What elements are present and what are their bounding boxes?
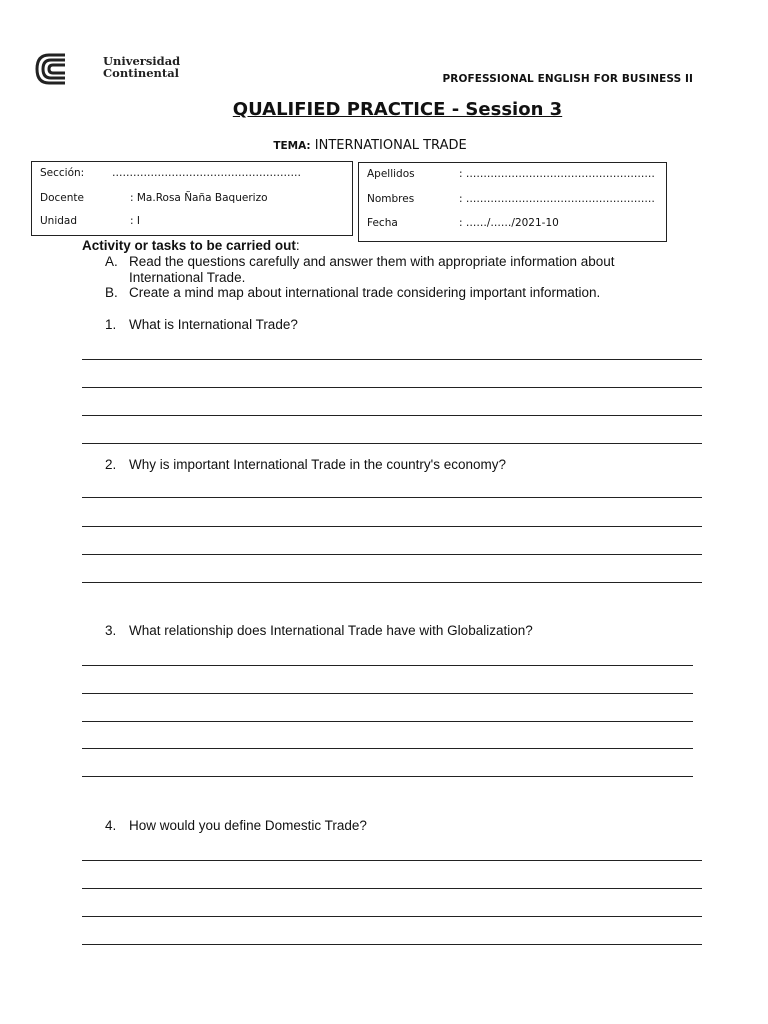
answer-line[interactable] <box>82 526 702 527</box>
answer-line[interactable] <box>82 693 693 694</box>
info-label: Fecha <box>367 217 398 229</box>
question-number: 1. <box>105 317 117 332</box>
info-value: : Ma.Rosa Ñaña Baquerizo <box>130 192 268 204</box>
info-label: Sección: <box>40 167 85 179</box>
info-row-teacher <box>40 192 268 204</box>
question-text: What relationship does International Trade have with Globalization? <box>129 623 533 638</box>
answer-line[interactable] <box>82 443 702 444</box>
info-row-surname[interactable] <box>367 168 655 180</box>
question-text: What is International Trade? <box>129 317 298 332</box>
info-row-section <box>40 167 301 179</box>
info-row-names[interactable] <box>367 193 655 205</box>
answer-line[interactable] <box>82 387 702 388</box>
course-info-box <box>31 161 353 236</box>
logo-line-1: Universidad <box>103 54 181 68</box>
task-text: Read the questions carefully and answer them with appropriate information about International Trade. <box>129 254 615 285</box>
page-title: QUALIFIED PRACTICE - Session 3 <box>232 99 563 120</box>
question-text: How would you define Domestic Trade? <box>129 818 367 833</box>
names-field[interactable]: : ……………………………………………… <box>459 193 655 205</box>
question-number: 2. <box>105 457 117 472</box>
answer-line[interactable] <box>82 415 702 416</box>
logo-text <box>103 55 180 79</box>
info-label: Apellidos <box>367 168 415 180</box>
info-value: : I <box>130 215 140 227</box>
activity-heading-colon: : <box>295 238 300 253</box>
topic-label: TEMA: <box>273 140 311 152</box>
task-marker: A. <box>105 254 118 269</box>
question-number: 4. <box>105 818 117 833</box>
info-label: Nombres <box>367 193 415 205</box>
course-name: PROFESSIONAL ENGLISH FOR BUSINESS II <box>442 73 693 85</box>
answer-line[interactable] <box>82 860 702 861</box>
student-info-box <box>358 162 667 242</box>
university-logo <box>35 52 195 86</box>
question-text: Why is important International Trade in the country's economy? <box>129 457 507 472</box>
logo-line-2: Continental <box>103 66 180 80</box>
info-label: Docente <box>40 192 84 204</box>
answer-line[interactable] <box>82 582 702 583</box>
answer-line[interactable] <box>82 888 702 889</box>
date-field[interactable]: : ……/……/2021-10 <box>459 217 559 229</box>
answer-line[interactable] <box>82 776 693 777</box>
question-number: 3. <box>105 623 117 638</box>
task-text: Create a mind map about international trade considering important information. <box>129 285 601 300</box>
topic-line <box>0 138 740 153</box>
answer-line[interactable] <box>82 665 693 666</box>
answer-line[interactable] <box>82 944 702 945</box>
info-value: ……………………………………………… <box>112 167 301 179</box>
surname-field[interactable]: : ……………………………………………… <box>459 168 655 180</box>
answer-line[interactable] <box>82 359 702 360</box>
answer-line[interactable] <box>82 916 702 917</box>
university-logo-icon <box>35 52 101 86</box>
answer-line[interactable] <box>82 721 693 722</box>
topic-value: INTERNATIONAL TRADE <box>314 138 467 153</box>
answer-line[interactable] <box>82 748 693 749</box>
info-row-unit <box>40 215 140 227</box>
activity-heading <box>82 238 300 253</box>
answer-line[interactable] <box>82 554 702 555</box>
info-row-date[interactable] <box>367 217 559 229</box>
task-marker: B. <box>105 285 118 300</box>
answer-line[interactable] <box>82 497 702 498</box>
activity-heading-text: Activity or tasks to be carried out <box>82 238 296 253</box>
info-label: Unidad <box>40 215 78 227</box>
